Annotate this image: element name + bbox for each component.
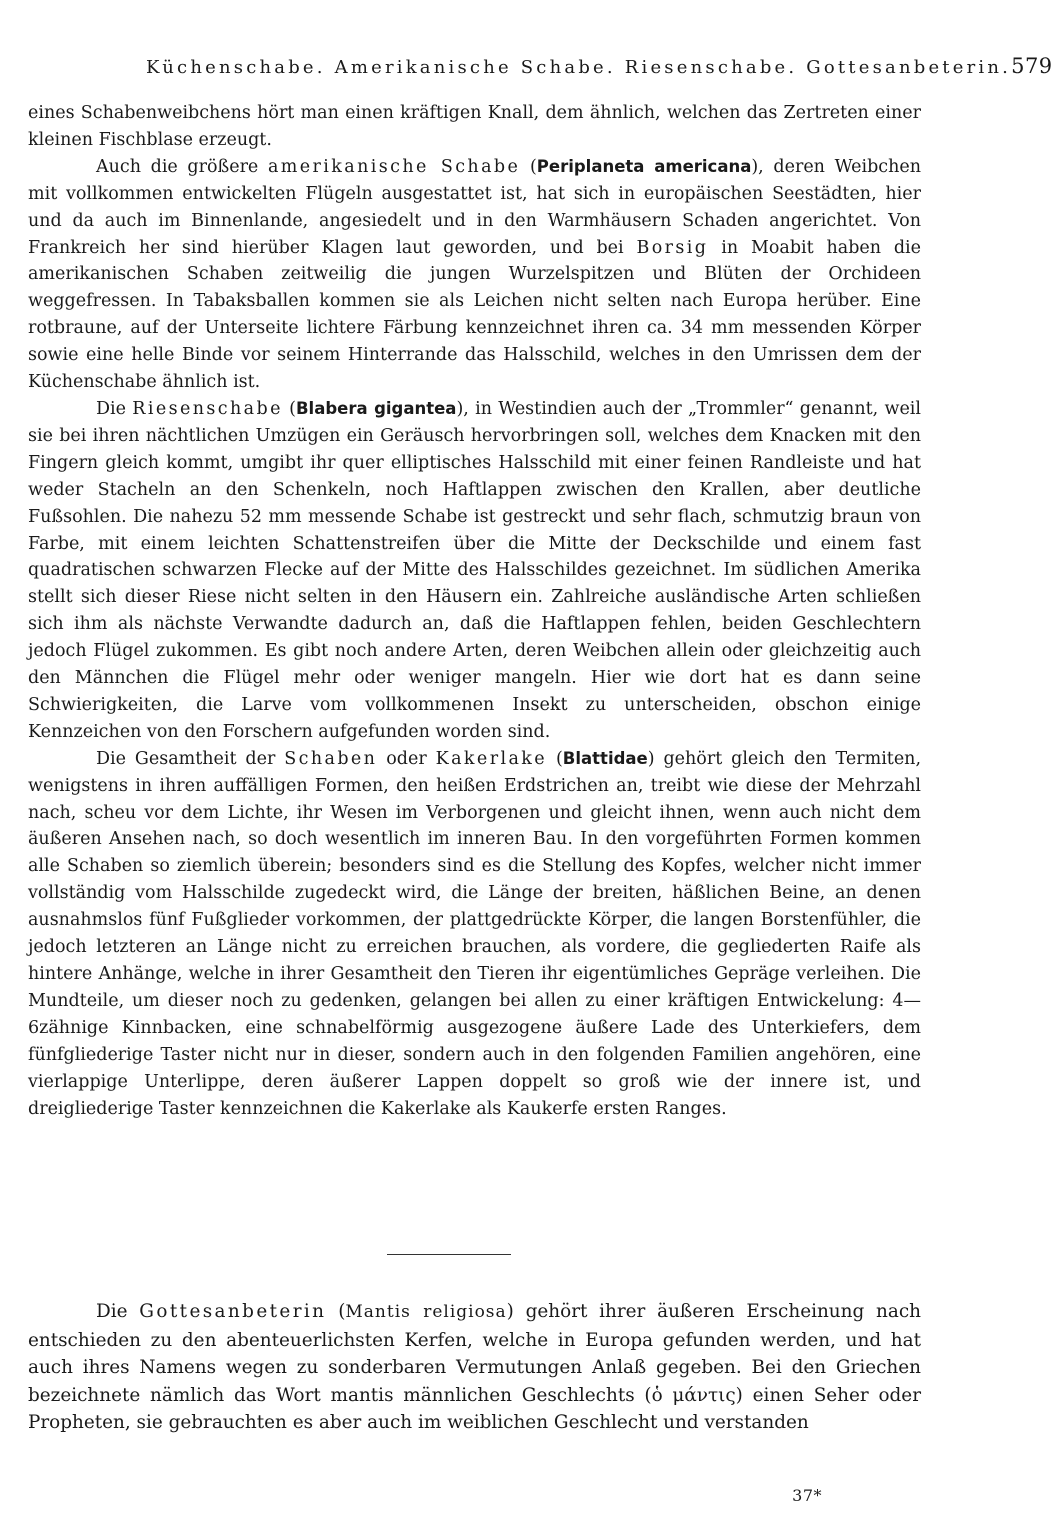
text-run: ( (547, 748, 563, 769)
latin-name: Periplaneta americana (536, 156, 752, 176)
text-run: ) gehört gleich den Termiten, wenigstens in ihren auffälligen Formen, den heißen Erdstrichen an, treibt wie diese der Mehrzahl nach, scheu vor dem Lichte, ihr Wesen im Verborgenen und gleicht ihnen, wenn auch nicht dem äußeren Ansehen nach, so doch wesentlich im inneren Bau. In den vorgeführten Formen kommen alle Schaben so ziemlich überein; besonders sind es die Stellung des Kopfes, welcher nicht immer vollständig vom Halsschilde zugedeckt wird, die Länge der breiten, häßlichen Beine, an denen ausnahmslos fünf Fußglieder vorkommen, der plattgedrückte Körper, die langen Borstenfühler, die jedoch letzteren an Länge nicht zu erreichen brauchen, als vordere, die gegliederten Raife als hintere Anhänge, welche in ihrer Gesamtheit den Tieren ihr eigentümliches Gepräge verleihen. Die Mundteile, um dieser noch zu gedenken, gelangen bei allen zu einer kräftigen Entwickelung: 4—6zähnige Kinnbacken, eine schnabelförmig ausgezogene äußere Lade des Unterkiefers, dem fünfgliederige Taster nicht nur in dieser, sondern auch in den folgenden Familien angehören, eine vierlappige Unterlippe, deren äußerer Lappen doppelt so groß wie der innere ist, und dreigliederige Taster kennzeichnen die Kakerlake als Kaukerfe ersten Ranges. (28, 748, 922, 1119)
spaced-term: amerikanische Schabe (267, 156, 521, 177)
text-run: oder (377, 748, 436, 769)
page-header (28, 54, 1053, 86)
paragraph-continuation (28, 100, 921, 154)
text-run: ( (282, 398, 296, 419)
text-run: in Moabit haben die amerikanischen Schaben zeitweilig die jungen Wurzelspitzen und Blüten der Orchideen weggefressen. In Tabaksballen kommen sie als Leichen nicht selten nach Europa herüber. Eine rotbraune, auf der Unterseite lichtere Färbung kennzeichnet ihren ca. 34 mm messenden Körper sowie eine helle Binde vor seinem Hinterrande das Halsschild, welches in den Umrissen dem der Küchenschabe ähnlich ist. (28, 237, 921, 393)
spaced-term: Gottesanbeterin (139, 1301, 327, 1322)
spaced-term: Riesenschabe (132, 398, 283, 419)
spaced-term: Kakerlake (435, 748, 548, 769)
latin-name: Blattidae (562, 748, 648, 768)
text-run: Auch die größere (96, 156, 268, 177)
text-run: Die (96, 398, 133, 419)
page-number: 579 (1011, 54, 1053, 78)
text-run: ( (326, 1301, 346, 1322)
text-run: Die (96, 1301, 140, 1322)
running-head: Küchenschabe. Amerikanische Schabe. Riesenschabe. Gottesanbeterin. (146, 57, 1012, 78)
text-run: ), deren Weibchen mit vollkommen entwickelten Flügeln ausgestattet ist, hat sich in europäischen Seestädten, hier und da auch im Binnenlande, angesiedelt und in den Warmhäusern Schaden angerichtet. Von Frankreich her sind hierüber Klagen laut geworden, und bei (28, 156, 922, 258)
paragraph-blattidae (28, 746, 921, 1123)
spaced-term: Borsig (636, 237, 709, 258)
paragraph-giant-cockroach (28, 396, 921, 746)
text-run: ( (520, 156, 537, 177)
mantis-section (28, 1298, 921, 1437)
paragraph-mantis (28, 1298, 921, 1437)
paragraph-american-cockroach (28, 154, 921, 396)
text-run: ) gehört ihrer äußeren Erscheinung nach entschieden zu den abenteuerlichsten Kerfen, welche in Europa gefunden werden, und hat auch ihres Namens wegen zu sonderbaren Vermutungen Anlaß gegeben. Bei den Griechen bezeichnete nämlich das Wort mantis männlichen Geschlechts (ὁ μάντις) einen Seher oder Propheten, sie gebrauchten es aber auch im weiblichen Geschlecht und verstanden (28, 1301, 921, 1433)
text-run: ), in Westindien auch der „Trommler“ genannt, weil sie bei ihren nächtlichen Umzügen ein Geräusch hervorbringen soll, welches dem Knacken mit den Fingern gleich kommt, umgibt ihr quer elliptisches Halsschild mit einer feinen Randleiste und hat weder Stacheln an den Schenkeln, noch Haftlappen zwischen den Krallen, aber deutliche Fußsohlen. Die nahezu 52 mm messende Schabe ist gestreckt und sehr flach, schmutzig braun von Farbe, mit einem leichten Schattenstreifen über die Mitte der Deckschilde und einem fast quadratischen schwarzen Flecke auf der Mitte des Halsschildes gezeichnet. Im südlichen Amerika stellt sich dieser Riese nicht selten in den Häusern ein. Zahlreiche ausländische Arten schließen sich ihm als nächste Verwandte dadurch an, daß die Haftlappen fehlen, beiden Geschlechtern jedoch Flügel zukommen. Es gibt noch andere Arten, deren Weibchen allein oder gleichzeitig auch den Männchen die Flügel mehr oder weniger mangeln. Hier wie dort hat es dann seine Schwierigkeiten, die Larve vom vollkommenen Insekt zu unterscheiden, obschon einige Kennzeichen von den Forschern aufgefunden worden sind. (28, 398, 921, 742)
spaced-term: Schaben (284, 748, 378, 769)
text-run: eines Schabenweibchens hört man einen kräftigen Knall, dem ähnlich, welchen das Zertreten einer kleinen Fischblase erzeugt. (28, 103, 921, 150)
section-divider (387, 1254, 511, 1255)
text-run: Die Gesamtheit der (96, 748, 285, 769)
sheet-signature: 37* (792, 1486, 822, 1505)
latin-name: Mantis religiosa (345, 1302, 507, 1322)
latin-name: Blabera gigantea (295, 398, 457, 418)
main-text (28, 100, 921, 1122)
